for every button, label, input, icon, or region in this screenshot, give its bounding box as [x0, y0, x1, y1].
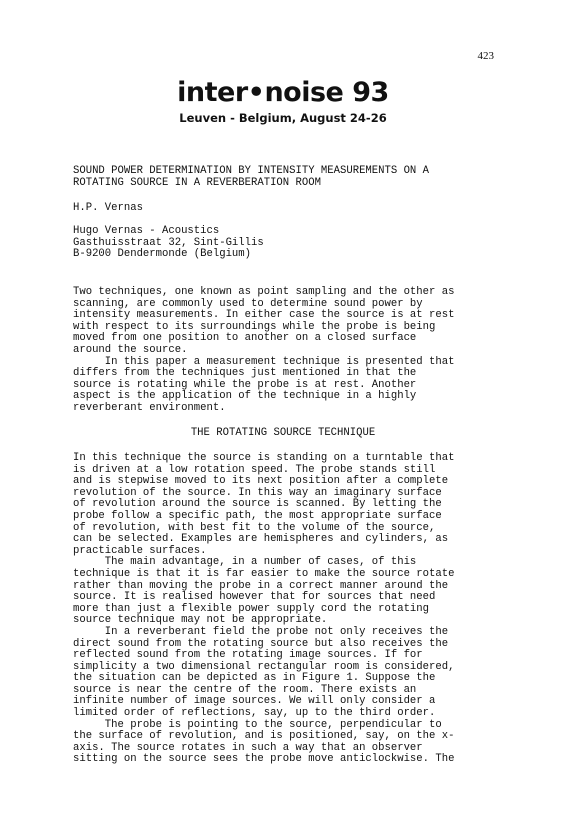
author-line: H.P. Vernas [73, 202, 143, 214]
abstract-line: source is rotating while the probe is at rest. Another [73, 378, 417, 391]
abstract-line: In this paper a measurement technique is presented that [73, 355, 455, 368]
body-line: the situation can be depicted as in Figure 1. Suppose the [73, 672, 436, 685]
abstract [73, 287, 493, 415]
title-line: SOUND POWER DETERMINATION BY INTENSITY MEASUREMENTS ON A [73, 165, 430, 177]
abstract-line: intensity measurements. In either case the source is at rest [73, 309, 455, 322]
abstract-line: aspect is the application of the technique in a highly [73, 390, 417, 403]
body-line: of revolution, with best fit to the volume of the source, [73, 521, 436, 534]
body-line: The probe is pointing to the source, perpendicular to [73, 718, 442, 731]
body-line: and is stepwise moved to its next position after a complete [73, 475, 449, 488]
author-name [73, 203, 493, 215]
body-line: sitting on the source sees the probe move anticlockwise. The [73, 753, 455, 766]
body-line: more than just a flexible power supply cord the rotating [73, 602, 430, 615]
body-line: In this technique the source is standing on a turntable that [73, 452, 455, 464]
body-line: of revolution around the source is scanned. By letting the [73, 498, 442, 511]
body-line: reflected sound from the rotating image sources. If for [73, 649, 423, 662]
affiliation-line: Hugo Vernas - Acoustics [73, 225, 220, 237]
body-line: practicable surfaces. [73, 544, 207, 557]
page-number: 423 [477, 50, 494, 62]
conference-location-date: Leuven - Belgium, August 24-26 [179, 111, 387, 125]
abstract-line: moved from one position to another on a closed surface [73, 332, 417, 345]
abstract-line: with respect to its surroundings while the probe is being [73, 320, 436, 333]
body-line: simplicity a two dimensional rectangular room is considered, [73, 660, 455, 673]
body-line: limited order of reflections, say, up to the third order. [73, 707, 436, 720]
body-line: rather than moving the probe in a correct manner around the [73, 579, 449, 592]
body-line: revolution of the source. In this way an imaginary surface [73, 486, 442, 499]
affiliation-line: B-9200 Dendermonde (Belgium) [73, 248, 252, 261]
body-line: infinite number of image sources. We will only consider a [73, 695, 436, 708]
body-line: direct sound from the rotating source but also receives the [73, 637, 449, 650]
abstract-line: differs from the techniques just mentioned in that the [73, 367, 417, 380]
body-line: source. It is realised however that for sources that need [73, 591, 436, 604]
section-heading: THE ROTATING SOURCE TECHNIQUE [190, 427, 376, 439]
body-line: In a reverberant field the probe not only receives the [73, 625, 449, 638]
body-line: probe follow a specific path, the most appropriate surface [73, 509, 442, 522]
body-line: The main advantage, in a number of cases, of this [73, 556, 417, 569]
abstract-line: reverberant environment. [73, 401, 226, 414]
abstract-line: scanning, are commonly used to determine sound power by [73, 297, 423, 310]
body-line: the surface of revolution, and is positioned, say, on the x- [73, 730, 455, 743]
abstract-line: around the source. [73, 343, 188, 356]
body-line: source is near the centre of the room. There exists an [73, 683, 417, 696]
body-line: axis. The source rotates in such a way that an observer [73, 741, 423, 754]
abstract-line: Two techniques, one known as point sampling and the other as [73, 286, 455, 298]
author-affiliation [73, 226, 493, 261]
title-line: ROTATING SOURCE IN A REVERBERATION ROOM [73, 176, 321, 189]
body-line: is driven at a low rotation speed. The probe stands still [73, 463, 436, 476]
conference-logo: inter•noise 93 [177, 77, 389, 108]
body-line: can be selected. Examples are hemispheres and cylinders, as [73, 533, 449, 546]
paper-title [73, 166, 493, 189]
body-line: source technique may not be appropriate. [73, 614, 328, 627]
body-text [73, 453, 493, 766]
body-line: technique is that it is far easier to make the source rotate [73, 567, 455, 580]
affiliation-line: Gasthuisstraat 32, Sint-Gillis [73, 236, 264, 249]
